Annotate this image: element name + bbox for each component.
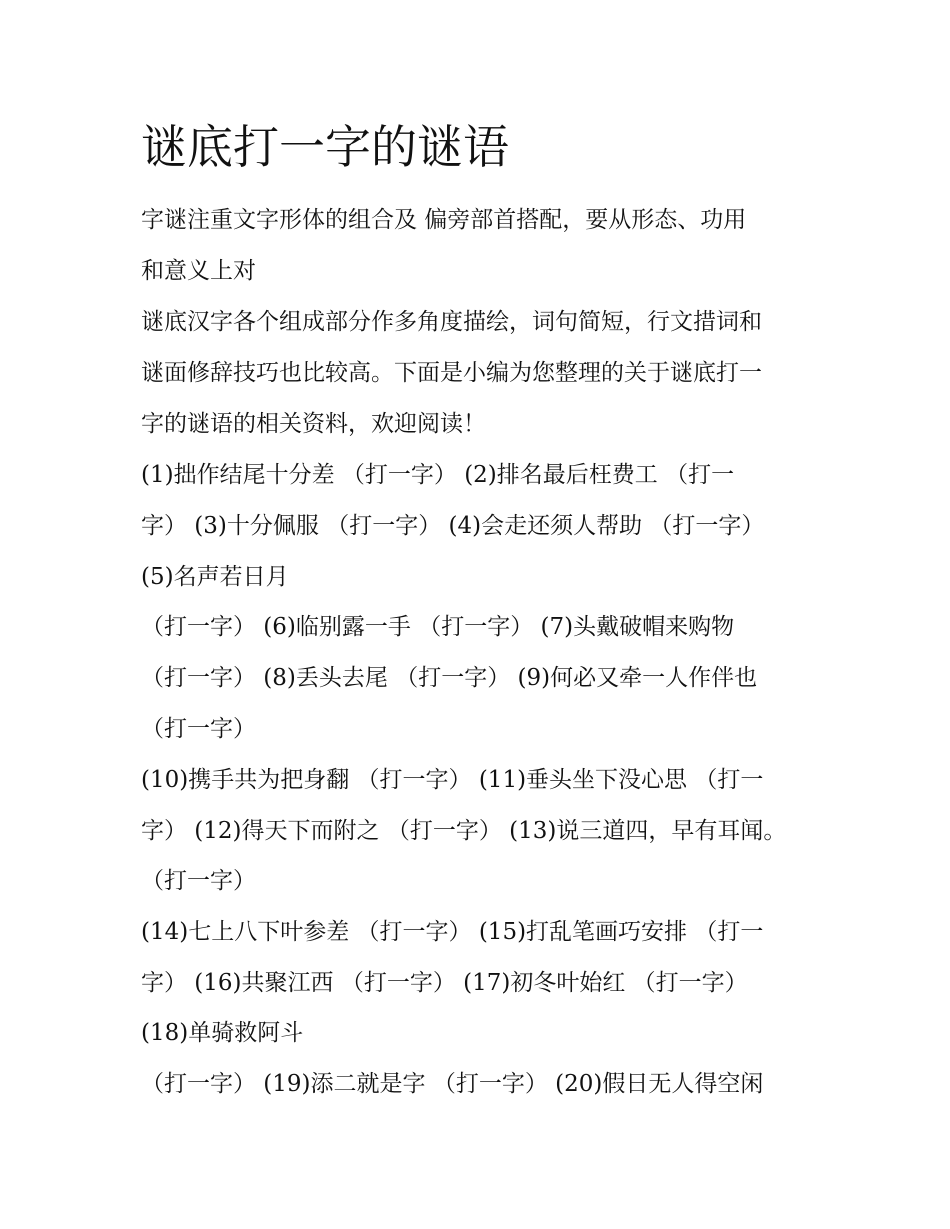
text-line: (18)单骑救阿斗 (141, 1020, 304, 1046)
text-line: 字谜注重文字形体的组合及 偏旁部首搭配，要从形态、功用 (141, 207, 747, 233)
text-line: (10)携手共为把身翻 （打一字） (11)垂头坐下没心思 （打一 (141, 767, 764, 793)
text-line: 和意义上对 (141, 258, 256, 284)
text-line: (14)七上八下叶参差 （打一字） (15)打乱笔画巧安排 （打一 (141, 919, 764, 945)
text-line: 字） (3)十分佩服 （打一字） (4)会走还须人帮助 （打一字） (141, 513, 765, 539)
text-line: 谜底汉字各个组成部分作多角度描绘，词句简短，行文措词和 (141, 309, 762, 335)
text-line: (5)名声若日月 (141, 564, 289, 590)
text-line: (1)拙作结尾十分差 （打一字） (2)排名最后枉费工 （打一 (141, 462, 735, 488)
text-line: （打一字） (19)添二就是字 （打一字） (20)假日无人得空闲 (141, 1071, 764, 1097)
text-line: （打一字） (6)临别露一手 （打一字） (7)头戴破帽来购物 (141, 614, 735, 640)
text-line: （打一字） (141, 868, 256, 894)
text-line: 字） (12)得天下而附之 （打一字） (13)说三道四，早有耳闻。 (141, 818, 787, 844)
text-line: （打一字） (8)丢头去尾 （打一字） (9)何必又牵一人作伴也 (141, 665, 758, 691)
text-line: 字的谜语的相关资料，欢迎阅读！ (141, 411, 486, 437)
text-line: 字） (16)共聚江西 （打一字） (17)初冬叶始红 （打一字） (141, 970, 748, 996)
document-title: 谜底打一字的谜语 (141, 120, 509, 174)
text-line: 谜面修辞技巧也比较高。下面是小编为您整理的关于谜底打一 (141, 360, 762, 386)
text-line: （打一字） (141, 716, 256, 742)
